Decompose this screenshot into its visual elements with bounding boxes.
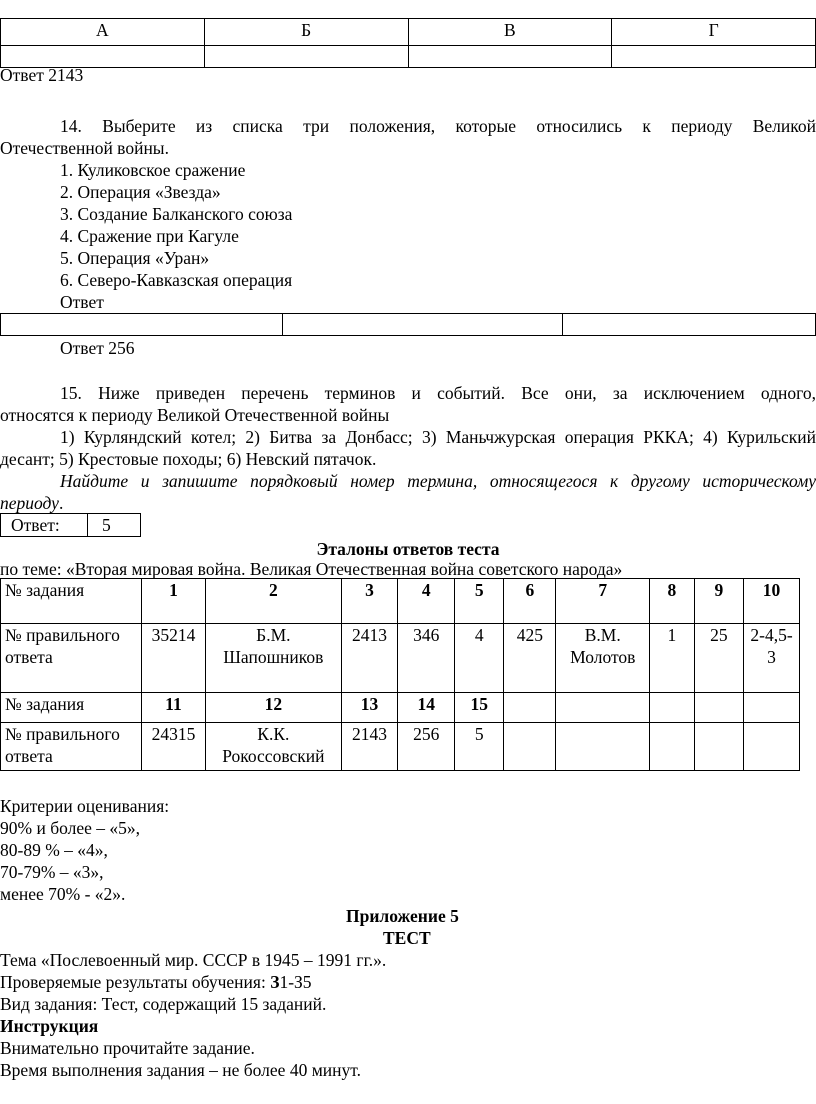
table-cell (694, 723, 743, 771)
row-header: № правильного ответа (1, 723, 142, 771)
table-cell: 25 (694, 624, 743, 693)
table-row (1, 693, 800, 723)
cell (1, 314, 283, 336)
table-cell (744, 723, 800, 771)
answer-label: Ответ (60, 292, 104, 312)
table-cell: 2-4,5-3 (744, 624, 800, 693)
answer-14: Ответ 256 (60, 338, 135, 358)
table-cell (504, 693, 556, 723)
table-cell (504, 723, 556, 771)
table-cell: К.К. Рокоссовский (206, 723, 342, 771)
table-cell: 256 (398, 723, 455, 771)
option: 6. Северо-Кавказская операция (60, 270, 293, 290)
table-cell: 1 (650, 624, 695, 693)
appendix-body (0, 949, 386, 1081)
test-title: ТЕСТ (383, 928, 431, 948)
table-cell (650, 723, 695, 771)
instruction-title: Инструкция (0, 1016, 99, 1036)
row-header: № задания (1, 579, 142, 624)
table-cell (556, 723, 650, 771)
cell (283, 314, 563, 336)
cell (204, 46, 408, 68)
instruction-line: Внимательно прочитайте задание. (0, 1038, 255, 1058)
q15-line4: десант; 5) Крестовые походы; 6) Невский пятачок. (0, 449, 377, 469)
cell (563, 314, 816, 336)
table-cell: 7 (556, 579, 650, 624)
table-cell: 35214 (141, 624, 205, 693)
criteria-line: 70-79% – «3», (0, 862, 104, 882)
table-cell: 12 (206, 693, 342, 723)
key-subtitle: по теме: «Вторая мировая война. Великая Отечественная война советского народа» (0, 559, 623, 579)
table-cell: 6 (504, 579, 556, 624)
row-header: № правильного ответа (1, 624, 142, 693)
option: 1. Куликовское сражение (60, 160, 246, 180)
table-cell: 3 (341, 579, 398, 624)
answer-grid-13 (0, 18, 816, 68)
q14-options (60, 159, 292, 313)
table-cell (744, 693, 800, 723)
option: 5. Операция «Уран» (60, 248, 210, 268)
results-label: Проверяемые результаты обучения: (0, 972, 271, 992)
table-cell: 5 (455, 579, 504, 624)
table-cell: 14 (398, 693, 455, 723)
table-cell: 4 (455, 624, 504, 693)
appendix-title: Приложение 5 (346, 906, 459, 926)
table-cell (556, 693, 650, 723)
results (0, 971, 386, 993)
results-rest: 1-З5 (279, 972, 312, 992)
q15-line1: 15. Ниже приведен перечень терминов и событий. Все они, за исключением одного, (60, 383, 816, 403)
answer-13: Ответ 2143 (0, 65, 84, 85)
table-row (1, 624, 800, 693)
table-cell: 11 (141, 693, 205, 723)
table-cell: 346 (398, 624, 455, 693)
option: 2. Операция «Звезда» (60, 182, 221, 202)
q14-line2: Отечественной войны. (0, 138, 169, 158)
answer-label: Ответ: (1, 514, 88, 537)
results-code: З (270, 972, 280, 992)
table-cell (694, 693, 743, 723)
table-cell: 9 (694, 579, 743, 624)
task-end: . (58, 493, 64, 513)
table-cell: 8 (650, 579, 695, 624)
table-cell (650, 693, 695, 723)
answer-value: 5 (88, 514, 141, 537)
task-text: периоду (0, 493, 59, 513)
table-cell: 2 (206, 579, 342, 624)
criteria-line: менее 70% - «2». (0, 884, 126, 904)
table-row (1, 579, 800, 624)
table-cell: 24315 (141, 723, 205, 771)
table-cell: 1 (141, 579, 205, 624)
q15-line3: 1) Курляндский котел; 2) Битва за Донбасс; 3) Маньчжурская операция РККА; 4) Курильский (60, 427, 816, 447)
header-a: А (1, 19, 205, 46)
task-kind: Вид задания: Тест, содержащий 15 заданий. (0, 994, 327, 1014)
table-cell: 15 (455, 693, 504, 723)
row-header: № задания (1, 693, 142, 723)
cell (408, 46, 612, 68)
criteria-line: 80-89 % – «4», (0, 840, 108, 860)
cell (612, 46, 816, 68)
q15-line2: относятся к периоду Великой Отечественной войны (0, 405, 390, 425)
option: 3. Создание Балканского союза (60, 204, 293, 224)
table-cell: 425 (504, 624, 556, 693)
key-title: Эталоны ответов теста (316, 539, 500, 559)
table-cell: 2143 (341, 723, 398, 771)
table-cell: 4 (398, 579, 455, 624)
table-cell: 10 (744, 579, 800, 624)
q14-line1: 14. Выберите из списка три положения, которые относились к периоду Великой (60, 116, 816, 136)
q15-task1: Найдите и запишите порядковый номер термина, относящегося к другому историческому (60, 471, 816, 491)
criteria (0, 795, 169, 905)
q15-task2 (0, 492, 63, 514)
answer-box-15 (0, 513, 141, 537)
table-cell: В.М. Молотов (556, 624, 650, 693)
criteria-title: Критерии оценивания: (0, 796, 170, 816)
answer-key-table (0, 578, 800, 771)
table-cell: 2413 (341, 624, 398, 693)
header-g: Г (612, 19, 816, 46)
table-cell: 5 (455, 723, 504, 771)
criteria-line: 90% и более – «5», (0, 818, 141, 838)
table-cell: Б.М. Шапошников (206, 624, 342, 693)
table-row (1, 723, 800, 771)
header-b: Б (204, 19, 408, 46)
option: 4. Сражение при Кагуле (60, 226, 239, 246)
table-cell: 13 (341, 693, 398, 723)
topic: Тема «Послевоенный мир. СССР в 1945 – 1991 гг.». (0, 950, 387, 970)
answer-grid-14 (0, 313, 816, 336)
header-v: В (408, 19, 612, 46)
instruction-line: Время выполнения задания – не более 40 минут. (0, 1060, 361, 1080)
